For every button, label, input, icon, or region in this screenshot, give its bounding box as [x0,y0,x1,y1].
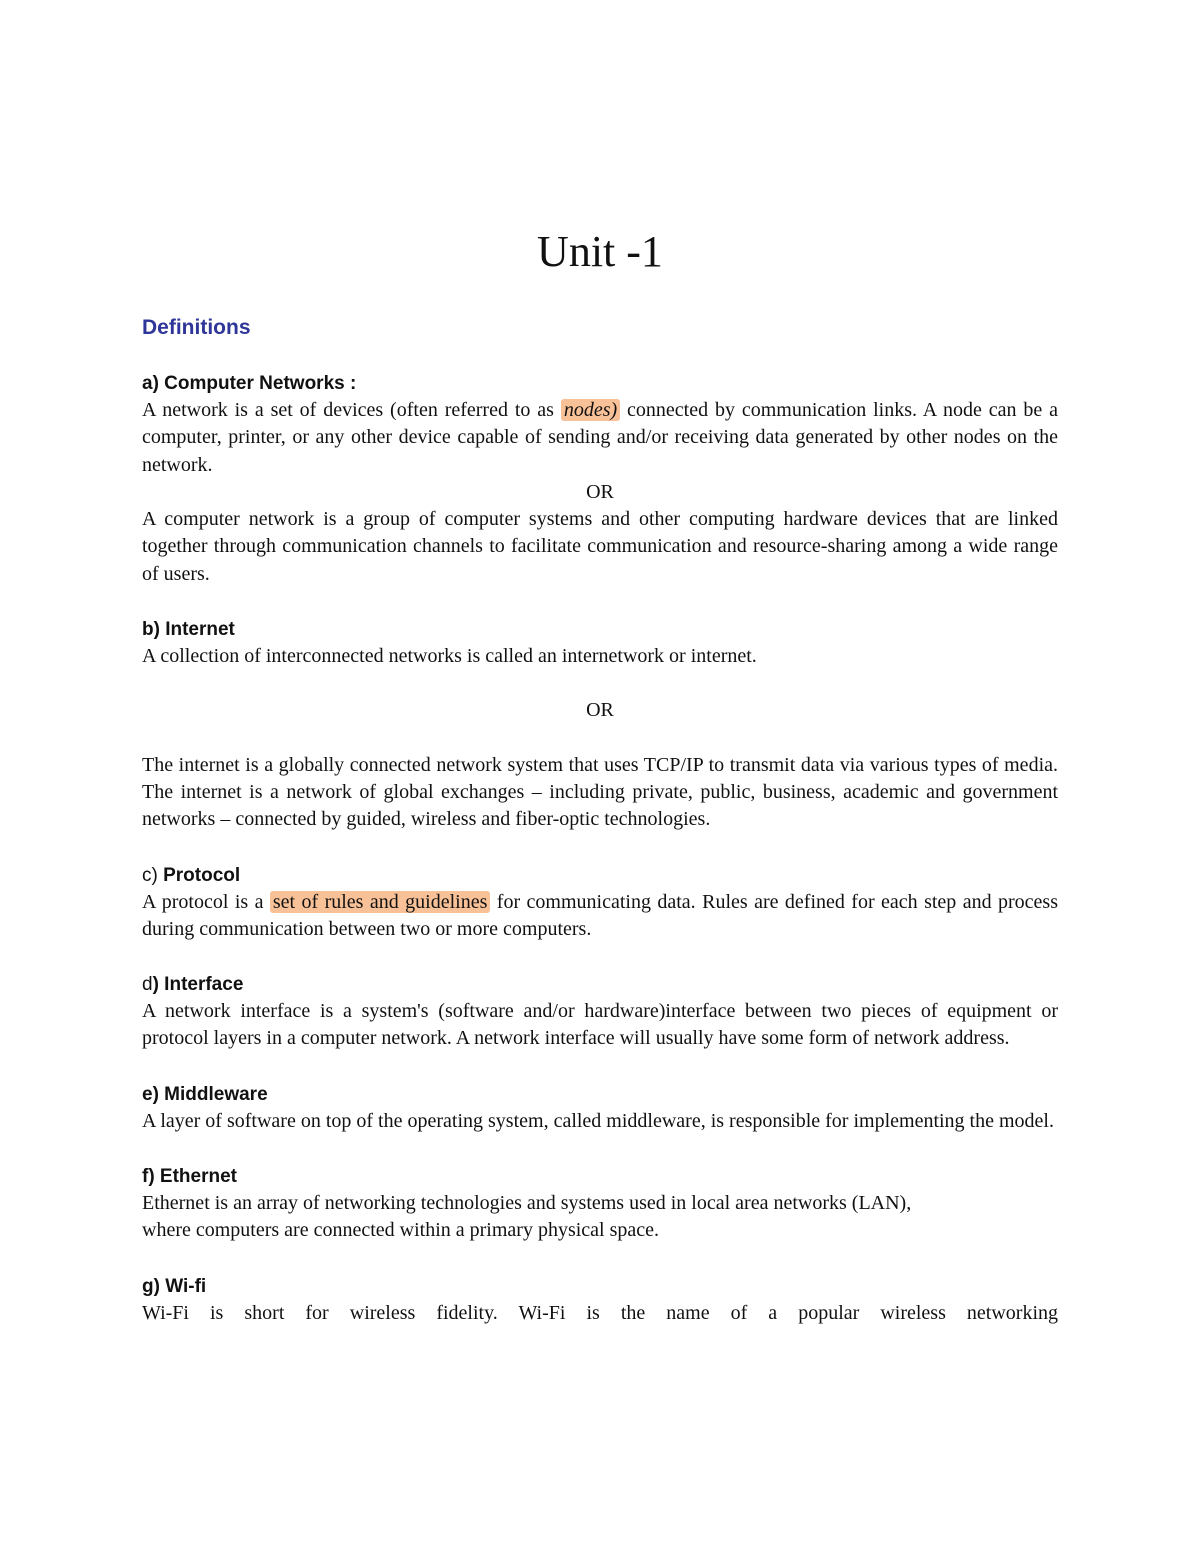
term-interface [142,971,1058,998]
definition-interface: A network interface is a system's (software and/or hardware)interface between two pieces of equipment or protocol layers in a computer network. A network interface will usually have some form of network address. [142,1000,1058,1050]
definition-computer-networks-2: A computer network is a group of computer systems and other computing hardware devices that are linked together through communication channels to facilitate communication and resource-sharing among a wide range of users. [142,508,1058,585]
term-wifi: g) Wi-fi [142,1275,207,1297]
definition-ethernet-1: Ethernet is an array of networking technologies and systems used in local area networks (LAN), [142,1192,912,1215]
definition-internet-1: A collection of interconnected networks is called an internetwork or internet. [142,645,757,668]
term-protocol [142,862,1058,889]
definition-protocol [142,889,1058,944]
term-computer-networks: a) Computer Networks : [142,373,357,394]
term-ethernet: f) Ethernet [142,1166,237,1188]
term-middleware: e) Middleware [142,1083,268,1105]
definition-computer-networks-1 [142,397,1058,479]
document-content [142,222,1058,1327]
or-separator: OR [586,699,614,722]
term-text: Protocol [157,864,241,886]
section-heading-definitions: Definitions [142,316,251,339]
text-segment: A protocol is a [142,890,270,913]
highlight-nodes: nodes) [561,399,620,421]
term-letter: c) [142,864,158,886]
definition-ethernet-2: where computers are connected within a primary physical space. [142,1219,660,1242]
text-segment: connected by communication links. A node can be a computer, printer, or any other device capable of sending and/or receiving data generated by other nodes on the network. [142,399,1059,476]
definition-middleware: A layer of software on top of the operating system, called middleware, is responsible for implementing the model. [142,1109,1054,1132]
definition-wifi: Wi-Fi is short for wireless fidelity. Wi-Fi is the name of a popular wireless networking [142,1301,1058,1324]
highlight-rules: set of rules and guidelines [270,891,491,913]
text-segment: A network is a set of devices (often referred to as [142,399,561,421]
term-internet: b) Internet [142,619,235,641]
term-text: ) Interface [152,974,244,996]
or-separator: OR [586,480,614,503]
definition-internet-2: The internet is a globally connected network system that uses TCP/IP to transmit data via various types of media. The internet is a network of global exchanges – including private, public, business, academic and government networks – connected by guided, wireless and fiber-optic technologies. [142,753,1058,831]
page-title: Unit -1 [537,227,663,276]
term-letter: d [142,974,153,996]
text-segment: for communicating data. Rules are defined for each step and process during communication between two or more computers. [142,890,1058,940]
